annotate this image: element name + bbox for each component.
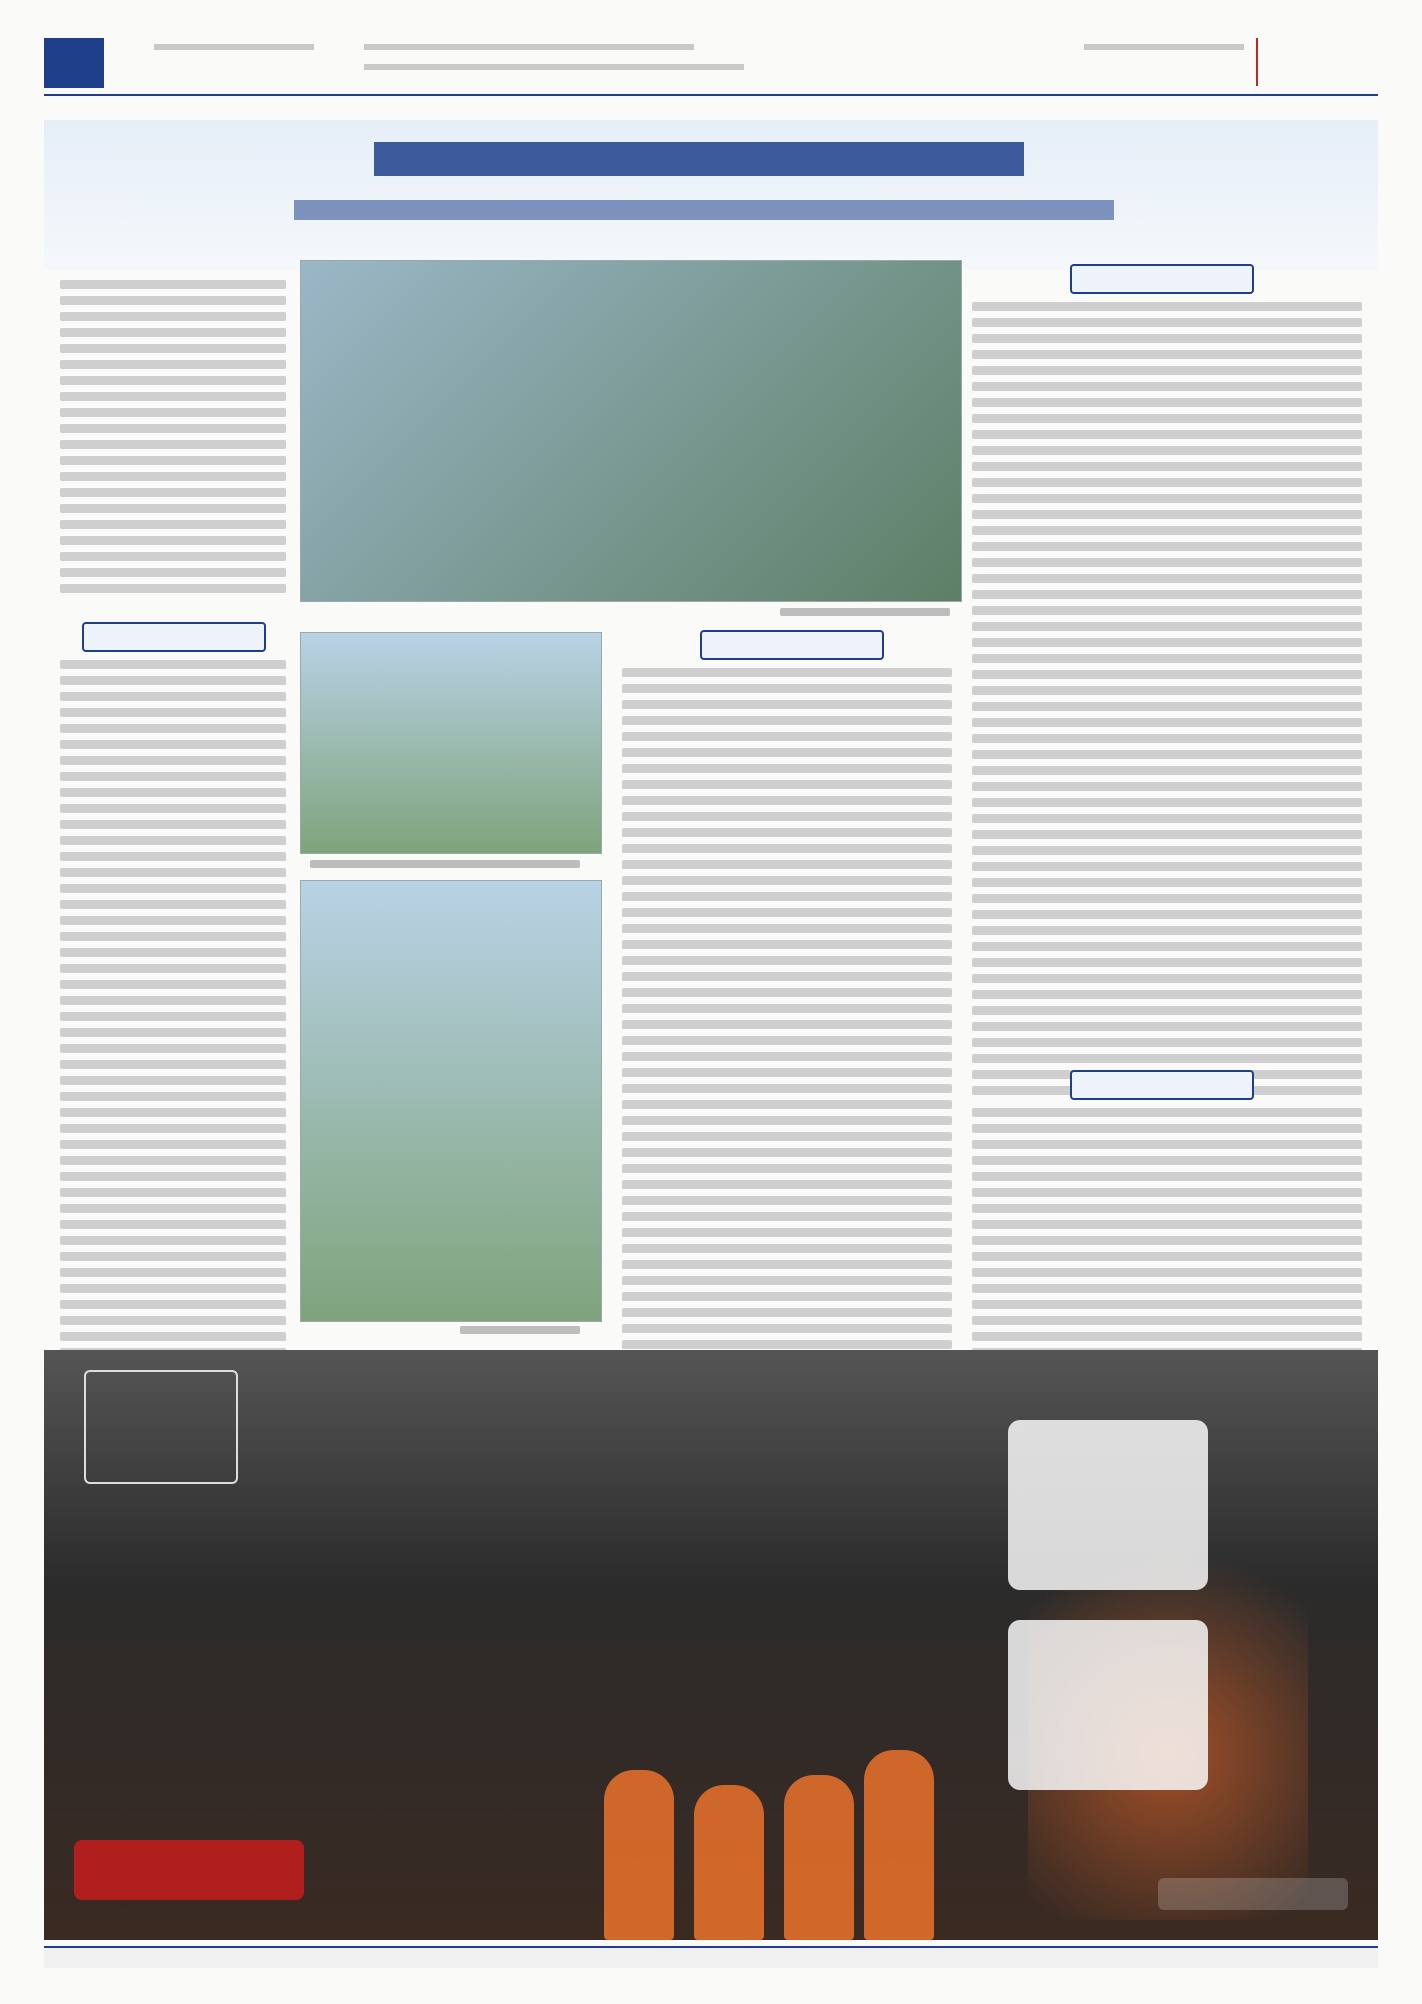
- photo-goalkeeper-caption: [460, 1326, 580, 1334]
- article-right: [972, 302, 1362, 1102]
- page-number-box: [44, 38, 104, 88]
- masthead-logo: [1256, 38, 1378, 86]
- firefighter-figure: [784, 1775, 854, 1940]
- article-center: [622, 668, 952, 1388]
- page-header: [44, 34, 1378, 96]
- fire-hotline-badge: [84, 1370, 238, 1484]
- ad-slogan-main-placeholder-2: [1008, 1620, 1208, 1790]
- page-footer: [44, 1946, 1378, 1968]
- photo-goalkeeper: [300, 880, 602, 1322]
- firefighter-figure: [604, 1770, 674, 1940]
- photo-match-caption: [780, 608, 950, 616]
- feature-title-block: [44, 120, 1378, 270]
- ad-slogan-main-placeholder: [1008, 1420, 1208, 1590]
- photo-cage-field: [300, 632, 602, 854]
- fire-prevention-ad: [44, 1350, 1378, 1940]
- feature-subtitle-placeholder: [294, 200, 1114, 220]
- photo-cage-caption: [310, 860, 580, 868]
- section-head-center: [700, 630, 884, 660]
- article-lead: [60, 280, 286, 600]
- section-head-left: [82, 622, 266, 652]
- section-head-note: [1070, 1070, 1254, 1100]
- date-placeholder: [1084, 44, 1244, 50]
- firefighter-figure: [864, 1750, 934, 1940]
- firefighter-figure: [694, 1785, 764, 1940]
- article-left: [60, 660, 286, 1380]
- editors-placeholder: [364, 64, 744, 70]
- contact-info-placeholder: [364, 44, 694, 50]
- photo-match: [300, 260, 962, 602]
- section-title-placeholder: [154, 44, 314, 50]
- ad-slogan-sub-box: [74, 1840, 304, 1900]
- section-head-right: [1070, 264, 1254, 294]
- ad-sponsor-box: [1158, 1878, 1348, 1910]
- feature-title-placeholder: [374, 142, 1024, 176]
